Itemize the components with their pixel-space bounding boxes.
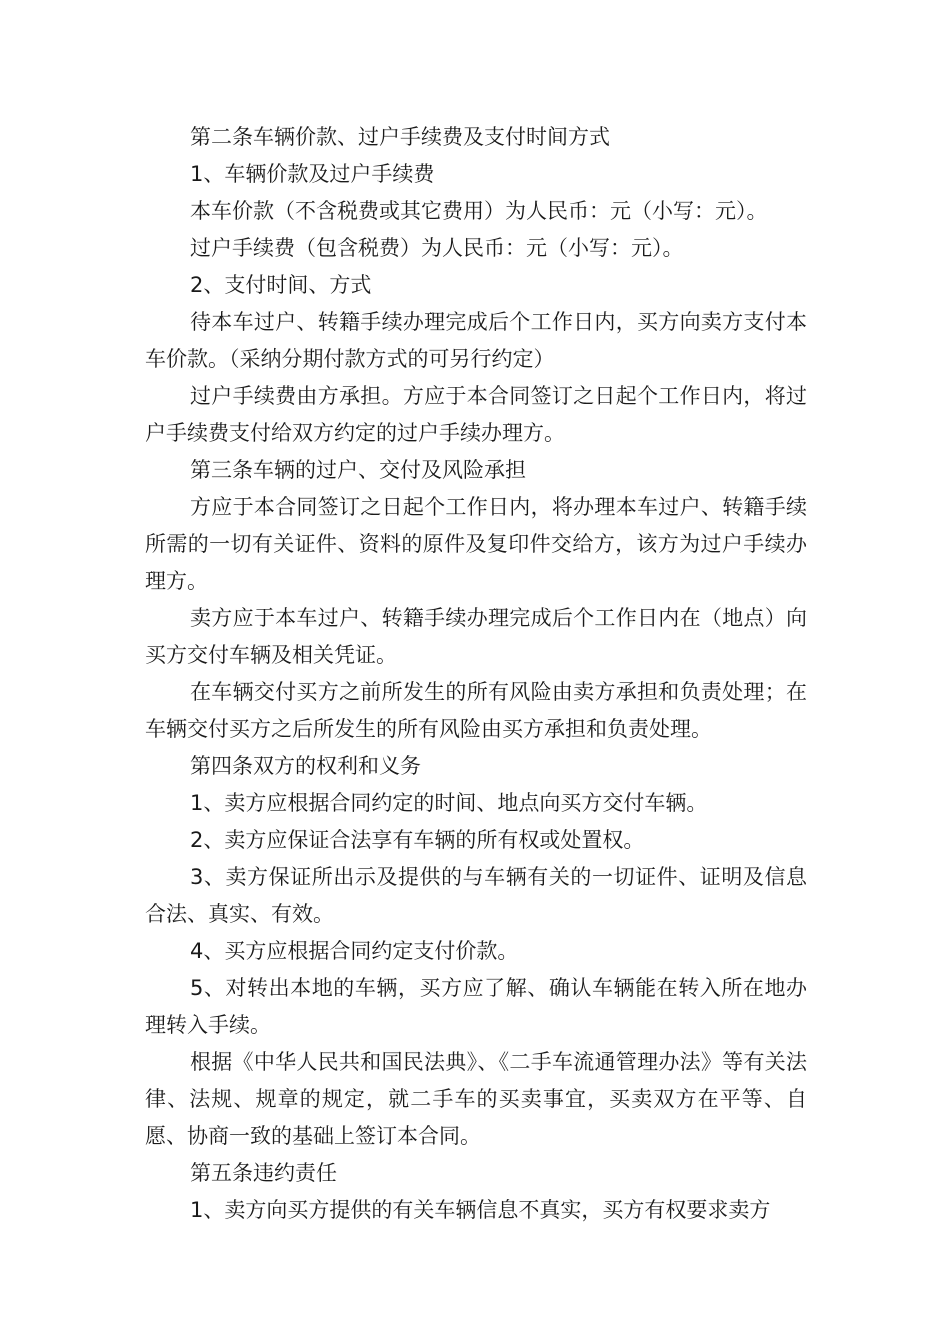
section-heading-article-2: 第二条车辆价款、过户手续费及支付时间方式 — [190, 125, 610, 149]
obligation-item-5: 5、对转出本地的车辆，买方应了解、确认车辆能在转入所在地办理转入手续。 — [145, 976, 807, 1037]
obligation-item-2: 2、卖方应保证合法享有车辆的所有权或处置权。 — [190, 828, 645, 852]
liability-item-1: 1、卖方向买方提供的有关车辆信息不真实，买方有权要求卖方 — [190, 1198, 771, 1222]
risk-paragraph: 在车辆交付买方之前所发生的所有风险由卖方承担和负责处理；在车辆交付买方之后所发生的所有风险由买方承担和负责处理。 — [145, 680, 807, 741]
obligation-item-4: 4、买方应根据合同约定支付价款。 — [190, 939, 519, 963]
section-heading-article-3: 第三条车辆的过户、交付及风险承担 — [190, 458, 526, 482]
transfer-fee-paragraph: 过户手续费由方承担。方应于本合同签订之日起个工作日内，将过户手续费支付给双方约定的过户手续办理方。 — [145, 384, 807, 445]
clause-2-heading: 2、支付时间、方式 — [190, 273, 372, 297]
obligation-item-3: 3、卖方保证所出示及提供的与车辆有关的一切证件、证明及信息合法、真实、有效。 — [145, 865, 807, 926]
contract-body — [145, 119, 807, 1229]
section-heading-article-5: 第五条违约责任 — [190, 1161, 337, 1185]
legal-basis-paragraph: 根据《中华人民共和国民法典》、《二手车流通管理办法》等有关法律、法规、规章的规定，就二手车的买卖事宜，买卖双方在平等、自愿、协商一致的基础上签订本合同。 — [145, 1050, 807, 1148]
obligation-item-1: 1、卖方应根据合同约定的时间、地点向买方交付车辆。 — [190, 791, 708, 815]
section-heading-article-4: 第四条双方的权利和义务 — [190, 754, 421, 778]
payment-time-paragraph: 待本车过户、转籍手续办理完成后个工作日内，买方向卖方支付本车价款。（采纳分期付款方式的可另行约定） — [145, 310, 807, 371]
clause-1-heading: 1、车辆价款及过户手续费 — [190, 162, 435, 186]
transfer-fee-line: 过户手续费（包含税费）为人民币：元（小写：元）。 — [190, 236, 684, 260]
vehicle-price-line: 本车价款（不含税费或其它费用）为人民币：元（小写：元）。 — [190, 199, 768, 223]
documents-handover-paragraph: 方应于本合同签订之日起个工作日内，将办理本车过户、转籍手续所需的一切有关证件、资料的原件及复印件交给方，该方为过户手续办理方。 — [145, 495, 807, 593]
vehicle-delivery-paragraph: 卖方应于本车过户、转籍手续办理完成后个工作日内在（地点）向买方交付车辆及相关凭证。 — [145, 606, 807, 667]
